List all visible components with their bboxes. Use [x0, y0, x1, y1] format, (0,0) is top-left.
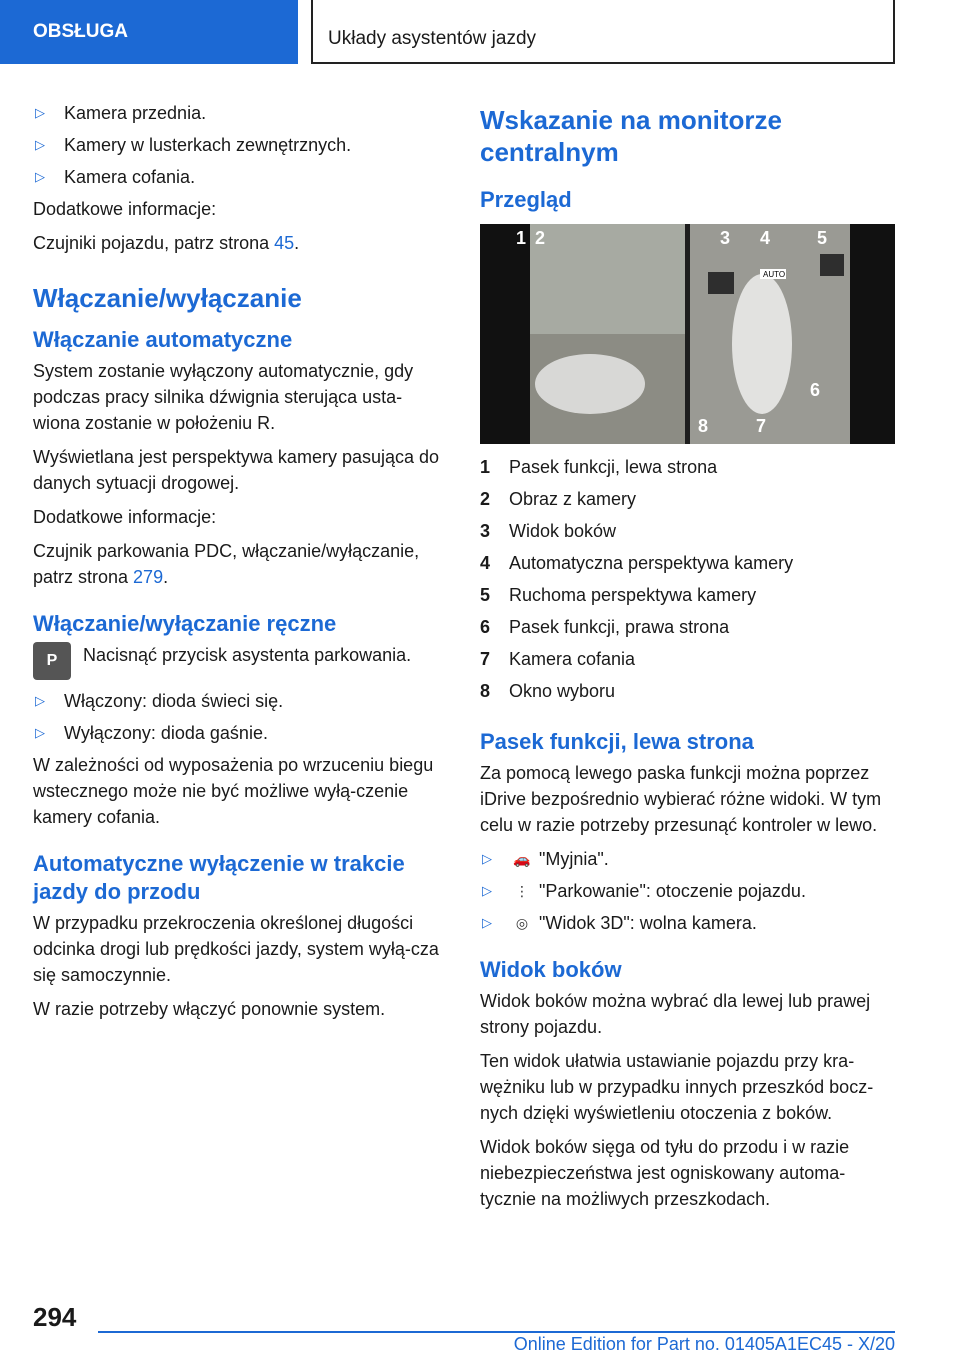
- callout-5: 5: [817, 228, 828, 248]
- paragraph: Wyświetlana jest perspektywa kamery pasująca do danych sytuacji drogowej.: [33, 447, 440, 493]
- legend-item: 1 Pasek funkcji, lewa strona: [480, 457, 718, 477]
- triangle-bullet-icon: ▷: [35, 169, 45, 184]
- triangle-bullet-icon: ▷: [482, 915, 492, 930]
- triangle-bullet-icon: ▷: [35, 137, 45, 152]
- list-item: ▷ ◎ "Widok 3D": wolna kamera.: [480, 910, 895, 936]
- car-wash-icon: 🚗: [513, 851, 531, 867]
- info-label: Dodatkowe informacje:: [33, 199, 217, 219]
- legend-item: 7 Kamera cofania: [480, 649, 636, 669]
- auto-badge: AUTO: [763, 270, 786, 279]
- list-item: ▷ Kamery w lusterkach zewnętrznych.: [33, 132, 441, 158]
- pdc-ref: Czujnik parkowania PDC, włączanie/wyłączanie, patrz strona 279.: [33, 541, 420, 587]
- paragraph: System zostanie wyłączony automatycznie, gdy podczas pracy silnika dźwignia sterująca usta-wiona zostanie w położeniu R.: [33, 361, 414, 433]
- sensors-ref: Czujniki pojazdu, patrz strona 45.: [33, 233, 300, 253]
- callout-8: 8: [698, 416, 709, 436]
- list-item: ▷ ⋮ "Parkowanie": otoczenie pojazdu.: [480, 878, 895, 904]
- paragraph: Ten widok ułatwia ustawianie pojazdu przy kra-wężniku lub w przypadku innych przeszkód bocz-nych dzięki wyświetleniu otoczenia z boków.: [480, 1051, 874, 1123]
- paragraph: W razie potrzeby włączyć ponownie system.: [33, 999, 386, 1019]
- heading-onoff: Włączanie/wyłączanie: [33, 283, 302, 313]
- heading-auto: Włączanie automatyczne: [33, 327, 293, 352]
- list-item: ▷ Kamera przednia.: [33, 100, 441, 126]
- right-column: [480, 100, 895, 1220]
- heading-overview: Przegląd: [480, 187, 572, 212]
- legend-item: 8 Okno wyboru: [480, 681, 616, 701]
- callout-1: 1: [516, 228, 527, 248]
- footer-divider: [98, 1331, 895, 1333]
- triangle-bullet-icon: ▷: [35, 693, 45, 708]
- info-label: Dodatkowe informacje:: [33, 507, 217, 527]
- paragraph: W zależności od wyposażenia po wrzuceniu biegu wstecznego może nie być możliwe wyłą-czenie kamery cofania.: [33, 755, 434, 827]
- heading-sideview: Widok boków: [480, 957, 622, 982]
- manual-instruction: P Nacisnąć przycisk asystenta parkowania.: [33, 642, 441, 680]
- callout-2: 2: [535, 228, 546, 248]
- triangle-bullet-icon: ▷: [35, 105, 45, 120]
- monitor-figure: [480, 224, 895, 444]
- heading-funcbar: Pasek funkcji, lewa strona: [480, 729, 754, 754]
- list-item: ▷ Włączony: dioda świeci się.: [33, 688, 441, 714]
- legend-item: 3 Widok boków: [480, 521, 617, 541]
- list-item: ▷ Wyłączony: dioda gaśnie.: [33, 720, 441, 746]
- section-tab: OBSŁUGA: [0, 0, 298, 64]
- triangle-bullet-icon: ▷: [35, 725, 45, 740]
- callout-6: 6: [810, 380, 821, 400]
- legend-item: 5 Ruchoma perspektywa kamery: [480, 585, 757, 605]
- triangle-bullet-icon: ▷: [482, 883, 492, 898]
- legend-item: 4 Automatyczna perspektywa kamery: [480, 553, 794, 573]
- monitor-illustration: [480, 224, 895, 444]
- chapter-title: Układy asystentów jazdy: [311, 0, 895, 64]
- callout-7: 7: [756, 416, 767, 436]
- park-assist-button-icon: P: [33, 642, 71, 680]
- legend-item: 2 Obraz z kamery: [480, 489, 637, 509]
- edition-note: Online Edition for Part no. 01405A1EC45 - X/20: [513, 1334, 895, 1354]
- figure-legend: [480, 454, 895, 704]
- page-link[interactable]: 279: [133, 567, 164, 587]
- page-link[interactable]: 45: [274, 233, 295, 253]
- heading-manual: Włączanie/wyłączanie ręczne: [33, 611, 337, 636]
- page-number: 294: [33, 1302, 77, 1332]
- left-column: [33, 100, 441, 1030]
- heading-monitor: Wskazanie na monitorze centralnym: [480, 105, 782, 167]
- heading-autooff: Automatyczne wyłączenie w trakcie jazdy do przodu: [33, 851, 405, 904]
- paragraph: Widok boków można wybrać dla lewej lub prawej strony pojazdu.: [480, 991, 871, 1037]
- list-item: ▷ Kamera cofania.: [33, 164, 441, 190]
- view-3d-icon: ◎: [515, 915, 529, 931]
- list-item: ▷ 🚗 "Myjnia".: [480, 846, 895, 872]
- paragraph: W przypadku przekroczenia określonej długości odcinka drogi lub prędkości jazdy, system wyłą-cza się samoczynnie.: [33, 913, 439, 985]
- triangle-bullet-icon: ▷: [482, 851, 492, 866]
- paragraph: Widok boków sięga od tyłu do przodu i w razie niebezpieczeństwa jest ogniskowany automa-tycznie na możliwych przeszkodach.: [480, 1137, 850, 1209]
- legend-item: 6 Pasek funkcji, prawa strona: [480, 617, 730, 637]
- paragraph: Za pomocą lewego paska funkcji można poprzez iDrive bezpośrednio wybierać różne widoki. W tym celu w razie potrzeby przesunąć kontroler w lewo.: [480, 763, 882, 835]
- parking-view-icon: ⋮: [515, 883, 529, 899]
- callout-4: 4: [760, 228, 771, 248]
- callout-3: 3: [720, 228, 731, 248]
